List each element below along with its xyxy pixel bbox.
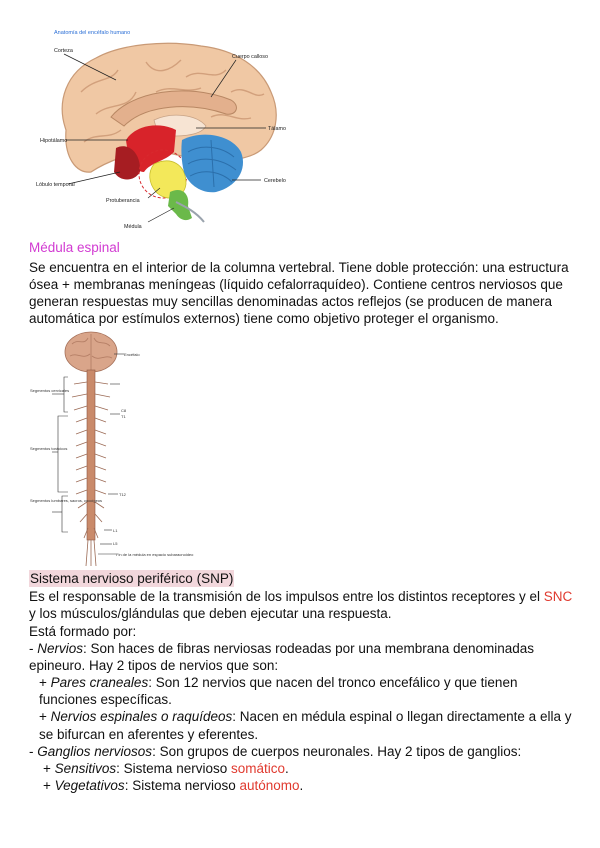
espinales-text: : Nacen en médula espinal o llegan directamente a ella y se bifurcan en aferentes y eferentes. [39, 709, 572, 742]
term-ganglios: Ganglios nerviosos [37, 743, 153, 759]
label-t1: T1 [121, 414, 126, 419]
spinal-cord-illustration [28, 332, 194, 568]
snp-list [29, 623, 577, 794]
snc-highlight: SNC [543, 589, 573, 604]
label-l5: L5 [113, 541, 118, 546]
snp-intro-text: Es el responsable de la transmisión de los impulsos entre los distintos receptores y el [29, 589, 544, 604]
plus: + [43, 777, 55, 793]
plus: + [39, 675, 51, 691]
list-item-ganglios [29, 743, 577, 760]
brain-illustration [36, 22, 320, 234]
label-seg-toracicos: Segmentos torácicos [30, 446, 68, 451]
plus: + [39, 709, 51, 725]
formado-por: Está formado por: [29, 624, 137, 639]
label-seg-cervicales: Segmentos cervicales [30, 388, 70, 393]
label-encefalo: Encéfalo [124, 352, 140, 357]
autonomo-highlight: autónomo [239, 777, 300, 793]
plus: + [43, 760, 55, 776]
snp-intro [29, 588, 577, 622]
label-seg-lumbares: Segmentos lumbares, sacros, coccígeos [30, 498, 103, 503]
cauda-equina [86, 540, 96, 566]
label-cola: Fin de la médula en espacio subaracnoideo [116, 552, 194, 557]
label-c8: C8 [121, 408, 127, 413]
term-pares-craneales: Pares craneales [50, 675, 149, 691]
dash: - [29, 641, 38, 657]
term-vegetativos: Vegetativos [54, 777, 125, 793]
snp-intro-end: y los músculos/glándulas que deben ejecutar una respuesta. [29, 606, 392, 622]
list-item-nervios-espinales [29, 708, 577, 742]
period: . [285, 760, 289, 776]
label-medula: Médula [124, 224, 142, 230]
label-hipotalamo: Hipotálamo [40, 138, 68, 144]
dash: - [29, 743, 38, 759]
label-talamo: Tálamo [268, 126, 286, 132]
vegetativos-text: : Sistema nervioso [124, 777, 240, 793]
snp-heading: Sistema nervioso periférico (SNP) [30, 571, 234, 586]
term-nervios: Nervios [37, 641, 84, 657]
label-corteza: Corteza [54, 48, 73, 54]
period: . [299, 777, 304, 793]
brain-figure-title: Anatomía del encéfalo humano [54, 30, 131, 36]
list-item-pares-craneales [29, 674, 577, 708]
label-t12: T12 [119, 492, 126, 497]
sensitivos-text: : Sistema nervioso [116, 760, 231, 776]
term-sensitivos: Sensitivos [54, 760, 117, 776]
medula-paragraph: Se encuentra en el interior de la columna vertebral. Tiene doble protección: una estructura ósea + membranas meníngeas (líquido cefalorraquídeo). Contiene centros nerviosos que generan respuestas muy sencillas denominadas actos reflejos (se producen de manera automática por estímulos externos) tiene como objetivo proteger el organismo. [29, 260, 569, 327]
label-protuberancia: Protuberancia [106, 198, 140, 204]
label-lobulo-temporal: Lóbulo temporal [36, 182, 75, 188]
ganglios-text: : Son grupos de cuerpos neuronales. Hay 2 tipos de ganglios: [152, 743, 522, 759]
spinal-cord-shape [87, 370, 95, 540]
label-l1: L1 [113, 528, 118, 533]
nervios-text: : Son haces de fibras nerviosas rodeadas por una membrana denominadas epineuro. Hay 2 tipos de nervios que son: [29, 641, 535, 674]
list-item-nervios [29, 640, 577, 674]
list-item-vegetativos [29, 777, 577, 794]
somatico-highlight: somático [230, 760, 285, 776]
label-cerebelo: Cerebelo [264, 178, 286, 184]
medula-heading: Médula espinal [29, 240, 120, 255]
list-item-sensitivos [29, 760, 577, 777]
label-cuerpo-calloso: Cuerpo calloso [232, 54, 268, 60]
pares-text: : Son 12 nervios que nacen del tronco encefálico y que tienen funciones específicas. [39, 675, 518, 708]
term-nervios-espinales: Nervios espinales o raquídeos [50, 709, 233, 725]
